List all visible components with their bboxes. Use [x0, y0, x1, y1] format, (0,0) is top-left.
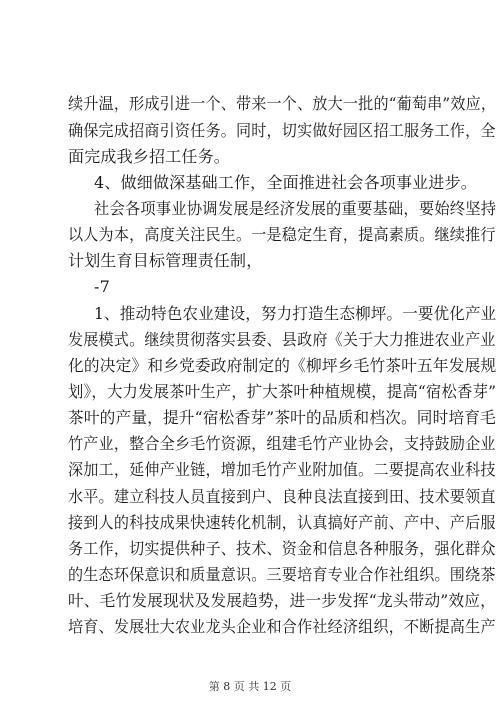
text-line: 深加工，延伸产业链，增加毛竹产业附加值。二要提高农业科技 — [68, 460, 496, 479]
text-line: 叶、毛竹发展现状及发展趋势，进一步发挥“龙头带动”效应， — [68, 591, 496, 610]
subsection-heading: 1、推动特色农业建设，努力打造生态柳坪。一要优化产业 — [94, 304, 497, 323]
text-line: 竹产业，整合全乡毛竹资源，组建毛竹产业协会，支持鼓励企业 — [68, 434, 496, 453]
text-line: 计划生育目标管理责任制， — [68, 251, 263, 270]
text-line: 水平。建立科技人员直接到户、良种良法直接到田、技术要领直 — [68, 487, 496, 506]
text-line: 以人为本，高度关注民生。一是稳定生育，提高素质。继续推行 — [68, 225, 496, 244]
text-line: 务工作，切实提供种子、技术、资金和信息各种服务，强化群众 — [68, 539, 496, 558]
text-line: 接到人的科技成果快速转化机制，认真搞好产前、产中、产后服 — [68, 513, 496, 532]
text-line: 培育、发展壮大农业龙头企业和合作社经济组织，不断提高生产 — [68, 617, 496, 636]
page-number-footer: 第 8 页 共 12 页 — [208, 680, 292, 693]
page-marker: -7 — [94, 277, 110, 296]
text-line: 发展模式。继续贯彻落实县委、县政府《关于大力推进农业产业 — [68, 330, 496, 349]
text-line: 茶叶的产量，提升“宿松香芽”茶叶的品质和档次。同时培育毛 — [68, 408, 496, 427]
text-line: 划》，大力发展茶叶生产，扩大茶叶种植规模，提高“宿松香芽” — [68, 382, 497, 401]
text-line: 确保完成招商引资任务。同时，切实做好园区招工服务工作，全 — [68, 121, 496, 140]
text-line: 面完成我乡招工任务。 — [68, 147, 231, 166]
text-line: 的生态环保意识和质量意识。三要培育专业合作社组织。围绕茶 — [68, 565, 496, 584]
text-line: 续升温，形成引进一个、带来一个、放大一批的“葡萄串”效应， — [68, 94, 497, 113]
text-line: 化的决定》和乡党委政府制定的《柳坪乡毛竹茶叶五年发展规 — [68, 356, 497, 375]
text-line: 社会各项事业协调发展是经济发展的重要基础，要始终坚持 — [94, 199, 497, 218]
section-heading: 4、做细做深基础工作，全面推进社会各项事业进步。 — [94, 173, 477, 192]
